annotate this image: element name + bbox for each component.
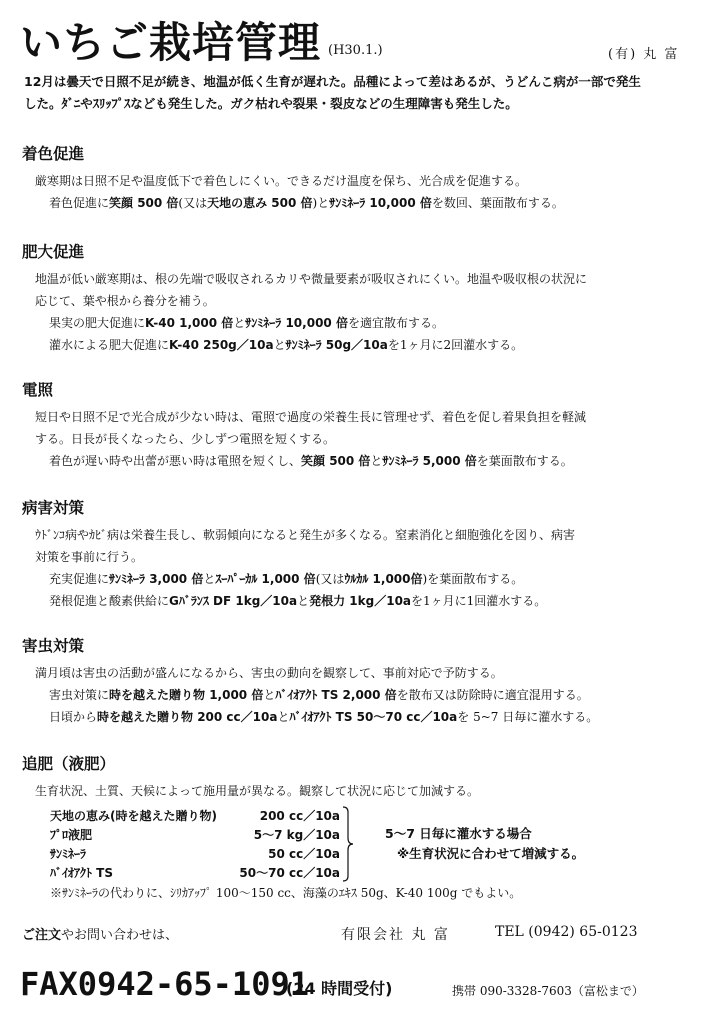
- contact-rest: やお問い合わせは、: [61, 928, 179, 943]
- lighting-line-3: 着色が遅い時や出蕾が悪い時は電照を短くし、笑顔 500 倍とｻﾝﾐﾈｰﾗ 5,000 倍を葉面散布する。: [49, 454, 573, 468]
- company-name-footer: 有限会社 丸 富: [341, 927, 450, 943]
- section-heading-disease: 病害対策: [22, 499, 85, 517]
- section-body-fertilizer: [35, 780, 711, 802]
- fertilizer-name: ﾌﾟﾛ液肥: [50, 828, 93, 842]
- enlarge-line-4: 灌水による肥大促進にK-40 250g／10aとｻﾝﾐﾈｰﾗ 50g／10aを1ヶ月に2回灌水する。: [49, 338, 524, 352]
- section-body-enlarge: [35, 268, 711, 356]
- enlarge-line-2: 応じて、葉や根から養分を補う。: [35, 294, 215, 308]
- lighting-line-1: 短日や日照不足で光合成が少ない時は、電照で過度の栄養生長に管理せず、着色を促し着果負担を軽減: [35, 410, 587, 424]
- coloring-line-1: 厳寒期は日照不足や温度低下で着色しにくい。できるだけ温度を保ち、光合成を促進する。: [35, 174, 528, 188]
- fax-hours: (24 時間受付): [286, 979, 393, 998]
- disease-line-2: 対策を事前に行う。: [35, 550, 144, 564]
- fertilizer-name: 天地の恵み(時を越えた贈り物): [50, 809, 217, 823]
- page-title: いちご栽培管理: [20, 18, 322, 67]
- company-name-header: (有) 丸 富: [608, 47, 680, 62]
- issue-date: (H30.1.): [328, 43, 383, 58]
- section-body-pests: [35, 662, 711, 728]
- fertilizer-row: [50, 844, 340, 864]
- contact-bold: ご注文: [22, 928, 62, 943]
- intro-line-1: 12月は曇天で日照不足が続き、地温が低く生育が遅れた。品種によって差はあるが、うどんこ病が一部で発生: [24, 74, 641, 89]
- lighting-line-2: する。日長が長くなったら、少しずつ電照を短くする。: [35, 432, 336, 446]
- fertilizer-name: ｻﾝﾐﾈｰﾗ: [50, 847, 87, 861]
- coloring-line-2: 着色促進に笑顔 500 倍(又は天地の恵み 500 倍)とｻﾝﾐﾈｰﾗ 10,000 倍を数回、葉面散布する。: [49, 196, 564, 210]
- tel-number[interactable]: TEL (0942) 65-0123: [495, 924, 638, 940]
- curly-bracket: [342, 806, 354, 882]
- enlarge-line-1: 地温が低い厳寒期は、根の先端で吸収されるカリや微量要素が吸収されにくい。地温や吸収根の状況に: [35, 272, 588, 286]
- section-heading-pests: 害虫対策: [22, 637, 85, 655]
- contact-line: [22, 924, 178, 943]
- section-heading-enlarge: 肥大促進: [22, 243, 85, 261]
- section-body-disease: [35, 524, 711, 612]
- disease-line-4: 発根促進と酸素供給にGﾊﾞﾗﾝｽ DF 1kg／10aと発根力 1kg／10aを1ヶ月に1回灌水する。: [49, 594, 547, 608]
- fertilizer-note: [385, 824, 584, 864]
- fertilizer-note-line-1: 5〜7 日毎に灌水する場合: [385, 826, 532, 841]
- section-heading-coloring: 着色促進: [22, 145, 85, 163]
- pests-line-2: 害虫対策に時を越えた贈り物 1,000 倍とﾊﾞｲｵｱｸﾄ TS 2,000 倍を散布又は防除時に適宜混用する。: [49, 688, 589, 702]
- disease-line-3: 充実促進にｻﾝﾐﾈｰﾗ 3,000 倍とｽｰﾊﾟｰｶﾙ 1,000 倍(又はｳﾙｶﾙ 1,000倍)を葉面散布する。: [49, 572, 524, 586]
- fertilizer-amount: 5〜7 kg／10a: [253, 828, 340, 842]
- pests-line-1: 満月頃は害虫の活動が盛んになるから、害虫の動向を観察して、事前対応で予防する。: [35, 666, 503, 680]
- intro-paragraph: [24, 71, 714, 115]
- intro-line-2: した。ﾀﾞﾆやｽﾘｯﾌﾟｽなども発生した。ガク枯れや裂果・裂皮などの生理障害も発生した。: [24, 96, 518, 111]
- fertilizer-amount: 50〜70 cc／10a: [239, 866, 340, 880]
- section-body-coloring: [35, 170, 711, 214]
- section-body-lighting: [35, 406, 711, 472]
- pests-line-3: 日頃から時を越えた贈り物 200 cc／10aとﾊﾞｲｵｱｸﾄ TS 50〜70 cc／10aを 5~7 日毎に灌水する。: [49, 710, 599, 724]
- fax-number[interactable]: FAX0942-65-1091: [20, 965, 309, 1003]
- fertilizer-amount: 50 cc／10a: [268, 847, 340, 861]
- fertilizer-row: [50, 825, 340, 845]
- fertilizer-name: ﾊﾞｲｵｱｸﾄ TS: [50, 866, 114, 880]
- section-heading-lighting: 電照: [22, 381, 54, 399]
- enlarge-line-3: 果実の肥大促進にK-40 1,000 倍とｻﾝﾐﾈｰﾗ 10,000 倍を適宜散布する。: [49, 316, 444, 330]
- mobile-number[interactable]: 携帯 090-3328-7603（富松まで）: [452, 984, 644, 998]
- fertilizer-footnote: ※ｻﾝﾐﾈｰﾗの代わりに、ｼﾘｶｱｯﾌﾟ 100〜150 cc、海藻のｴｷｽ 50g、K-40 100g でもよい。: [50, 886, 522, 900]
- section-heading-fertilizer: 追肥（液肥）: [22, 755, 116, 773]
- fertilizer-line-1: 生育状況、土質、天候によって施用量が異なる。観察して状況に応じて加減する。: [35, 784, 480, 798]
- fertilizer-note-line-2: ※生育状況に合わせて増減する。: [397, 846, 585, 861]
- disease-line-1: ｳﾄﾞﾝｺ病やｶﾋﾞ病は栄養生長し、軟弱傾向になると発生が多くなる。窒素消化と細胞強化を図り、病害: [35, 528, 576, 542]
- fertilizer-row: [50, 806, 340, 826]
- fertilizer-amount: 200 cc／10a: [259, 809, 340, 823]
- fertilizer-row: [50, 863, 340, 883]
